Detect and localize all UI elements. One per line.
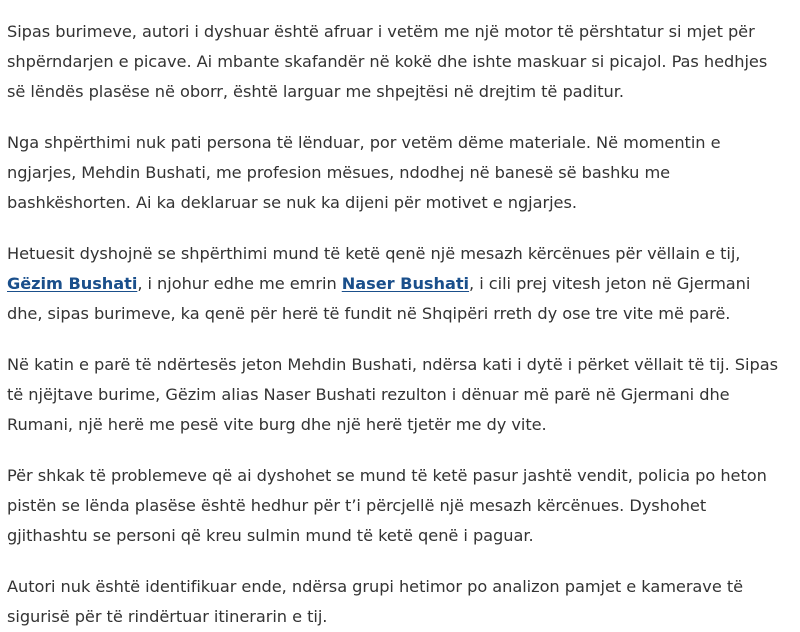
paragraph-4: Në katin e parë të ndërtesës jeton Mehdin Bushati, ndërsa kati i dytë i përket vëllait të tij. Sipas të njëjtave burime, Gëzim alias Naser Bushati rezulton i dënuar më parë në Gjermani dhe Rumani, një herë me pesë vite burg dhe një herë tjetër me dy vite. <box>7 355 778 434</box>
paragraph-2: Nga shpërthimi nuk pati persona të lënduar, por vetëm dëme materiale. Në momentin e ngjarjes, Mehdin Bushati, me profesion mësues, ndodhej në banesë së bashku me bashkëshorten. Ai ka deklaruar se nuk ka dijeni për motivet e ngjarjes. <box>7 133 721 212</box>
paragraph-3-text-a: Hetuesit dyshojnë se shpërthimi mund të ketë qenë një mesazh kërcënues për vëllain e tij, <box>7 244 741 263</box>
paragraph-3-text-c: , i cili prej vitesh jeton në Gjermani dhe, sipas burimeve, ka qenë për herë të fundit në Shqipëri rreth dy ose tre vite më parë. <box>7 274 751 323</box>
paragraph-1: Sipas burimeve, autori i dyshuar është afruar i vetëm me një motor të përshtatur si mjet për shpërndarjen e picave. Ai mbante skafandër në kokë dhe ishte maskuar si picajol. Pas hedhjes së lëndës plasëse në oborr, është larguar me shpejtësi në drejtim të paditur. <box>7 22 768 101</box>
paragraph-3-text-b: , i njohur edhe me emrin <box>137 274 342 293</box>
paragraph-5: Për shkak të problemeve që ai dyshohet se mund të ketë pasur jashtë vendit, policia po heton pistën se lënda plasëse është hedhur për t’i përcjellë një mesazh kërcënues. Dyshohet gjithashtu se personi që kreu sulmin mund të ketë qenë i paguar. <box>7 466 767 545</box>
paragraph-6: Autori nuk është identifikuar ende, ndërsa grupi hetimor po analizon pamjet e kamerave të sigurisë për të rindërtuar itinerarin e tij. <box>7 577 744 626</box>
link-naser-bushati[interactable]: Naser Bushati <box>341 274 470 293</box>
link-gezim-bushati[interactable]: Gëzim Bushati <box>7 274 138 293</box>
paragraph-3 <box>7 239 788 329</box>
